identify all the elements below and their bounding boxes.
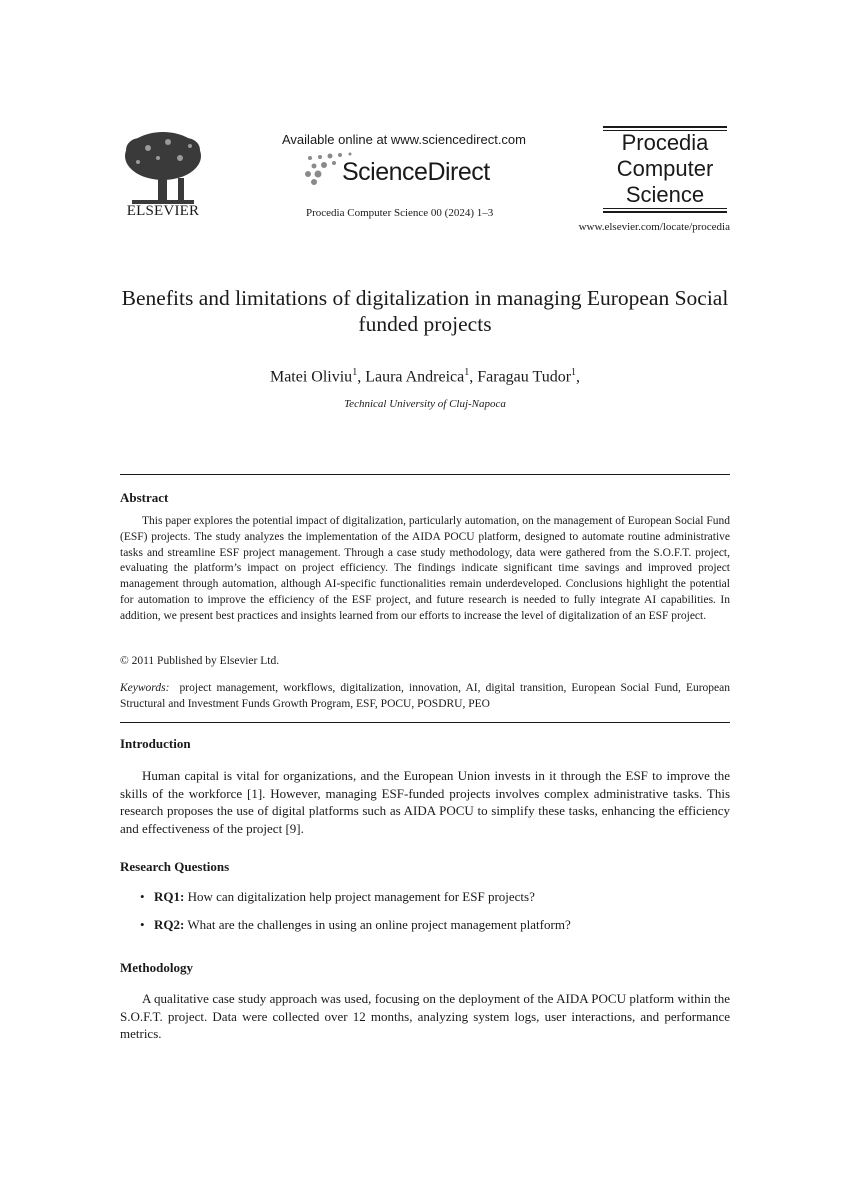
journal-logo bbox=[603, 126, 727, 212]
author-list bbox=[120, 367, 730, 386]
author-affiliation-mark: 1 bbox=[571, 367, 577, 378]
rq-label: RQ2: bbox=[154, 917, 185, 932]
methodology-text: A qualitative case study approach was used, focusing on the deployment of the AIDA POCU platform within the S.O.F.T. project. Data were collected over 12 months, analyzing system logs, user interactions, and performance metrics. bbox=[120, 991, 730, 1041]
bullet-icon: • bbox=[140, 917, 145, 932]
sciencedirect-wordmark: ScienceDirect bbox=[342, 158, 490, 186]
author-separator: , bbox=[357, 368, 366, 386]
available-online-text: Available online at www.sciencedirect.com bbox=[282, 132, 526, 147]
introduction-text: Human capital is vital for organizations, and the European Union invests in it through the ESF to improve the skills of the workforce [1]. However, managing ESF-funded projects involves complex administrative tasks. This research proposes the use of digital platforms such as AIDA POCU to simplify these tasks, enhancing the efficiency and effectiveness of the project [9]. bbox=[120, 768, 730, 836]
section-rule bbox=[120, 722, 730, 723]
journal-logo-line: Science bbox=[625, 182, 705, 207]
keywords-list: project management, workflows, digitalization, innovation, AI, digital transition, European Social Fund, European Structural and Investment Funds Growth Program, ESF, POCU, POSDRU, PEO bbox=[120, 682, 731, 710]
keywords bbox=[120, 681, 730, 713]
logo-rule bbox=[603, 211, 727, 213]
methodology-heading: Methodology bbox=[120, 960, 193, 975]
rq-label: RQ1: bbox=[154, 889, 185, 904]
journal-url[interactable]: www.elsevier.com/locate/procedia bbox=[578, 221, 730, 233]
abstract-heading: Abstract bbox=[120, 490, 169, 505]
author-separator: , bbox=[576, 368, 581, 386]
author-separator: , bbox=[469, 368, 478, 386]
author-name: Matei Oliviu bbox=[269, 368, 353, 386]
paper-title: Benefits and limitations of digitalization in managing European Social funded projects bbox=[121, 286, 729, 336]
author-affiliation-mark: 1 bbox=[464, 367, 470, 378]
affiliation: Technical University of Cluj-Napoca bbox=[344, 398, 506, 410]
bullet-icon: • bbox=[140, 889, 145, 904]
logo-rule bbox=[603, 126, 727, 128]
research-questions-heading: Research Questions bbox=[120, 859, 230, 874]
author-name: Faragau Tudor bbox=[477, 368, 572, 386]
rq-text: How can digitalization help project management for ESF projects? bbox=[187, 889, 535, 904]
journal-logo-line: Procedia bbox=[621, 130, 709, 155]
publisher-name: ELSEVIER bbox=[126, 203, 200, 219]
author-name: Laura Andreica bbox=[365, 368, 465, 386]
abstract-text: This paper explores the potential impact of digitalization, particularly automation, on the management of European Social Fund (ESF) projects. The study analyzes the implementation of the AIDA POCU platform, designed to automate routine administrative tasks and streamline ESF project management. Through a case study methodology, data were gathered from the S.O.F.T. project, evaluating the platform’s impact on project efficiency. The findings indicate significant time savings and improved project management through automation, although AI-specific functionalities remain underdeveloped. Conclusions highlight the potential for automation to improve the efficiency of the ESF project, and future research is needed to fully integrate AI capabilities. In addition, we present best practices and insights learned from our efforts to increase the level of digitalization of an ESF project. bbox=[120, 515, 730, 622]
author-affiliation-mark: 1 bbox=[352, 367, 358, 378]
section-rule bbox=[120, 474, 730, 475]
keywords-label: Keywords: bbox=[120, 682, 170, 694]
copyright-notice: © 2011 Published by Elsevier Ltd. bbox=[120, 655, 280, 667]
journal-logo-line: Computer bbox=[616, 156, 714, 181]
introduction-heading: Introduction bbox=[120, 736, 191, 751]
journal-citation: Procedia Computer Science 00 (2024) 1–3 bbox=[306, 207, 494, 219]
logo-rule bbox=[603, 208, 727, 209]
rq-text: What are the challenges in using an online project management platform? bbox=[187, 917, 571, 932]
